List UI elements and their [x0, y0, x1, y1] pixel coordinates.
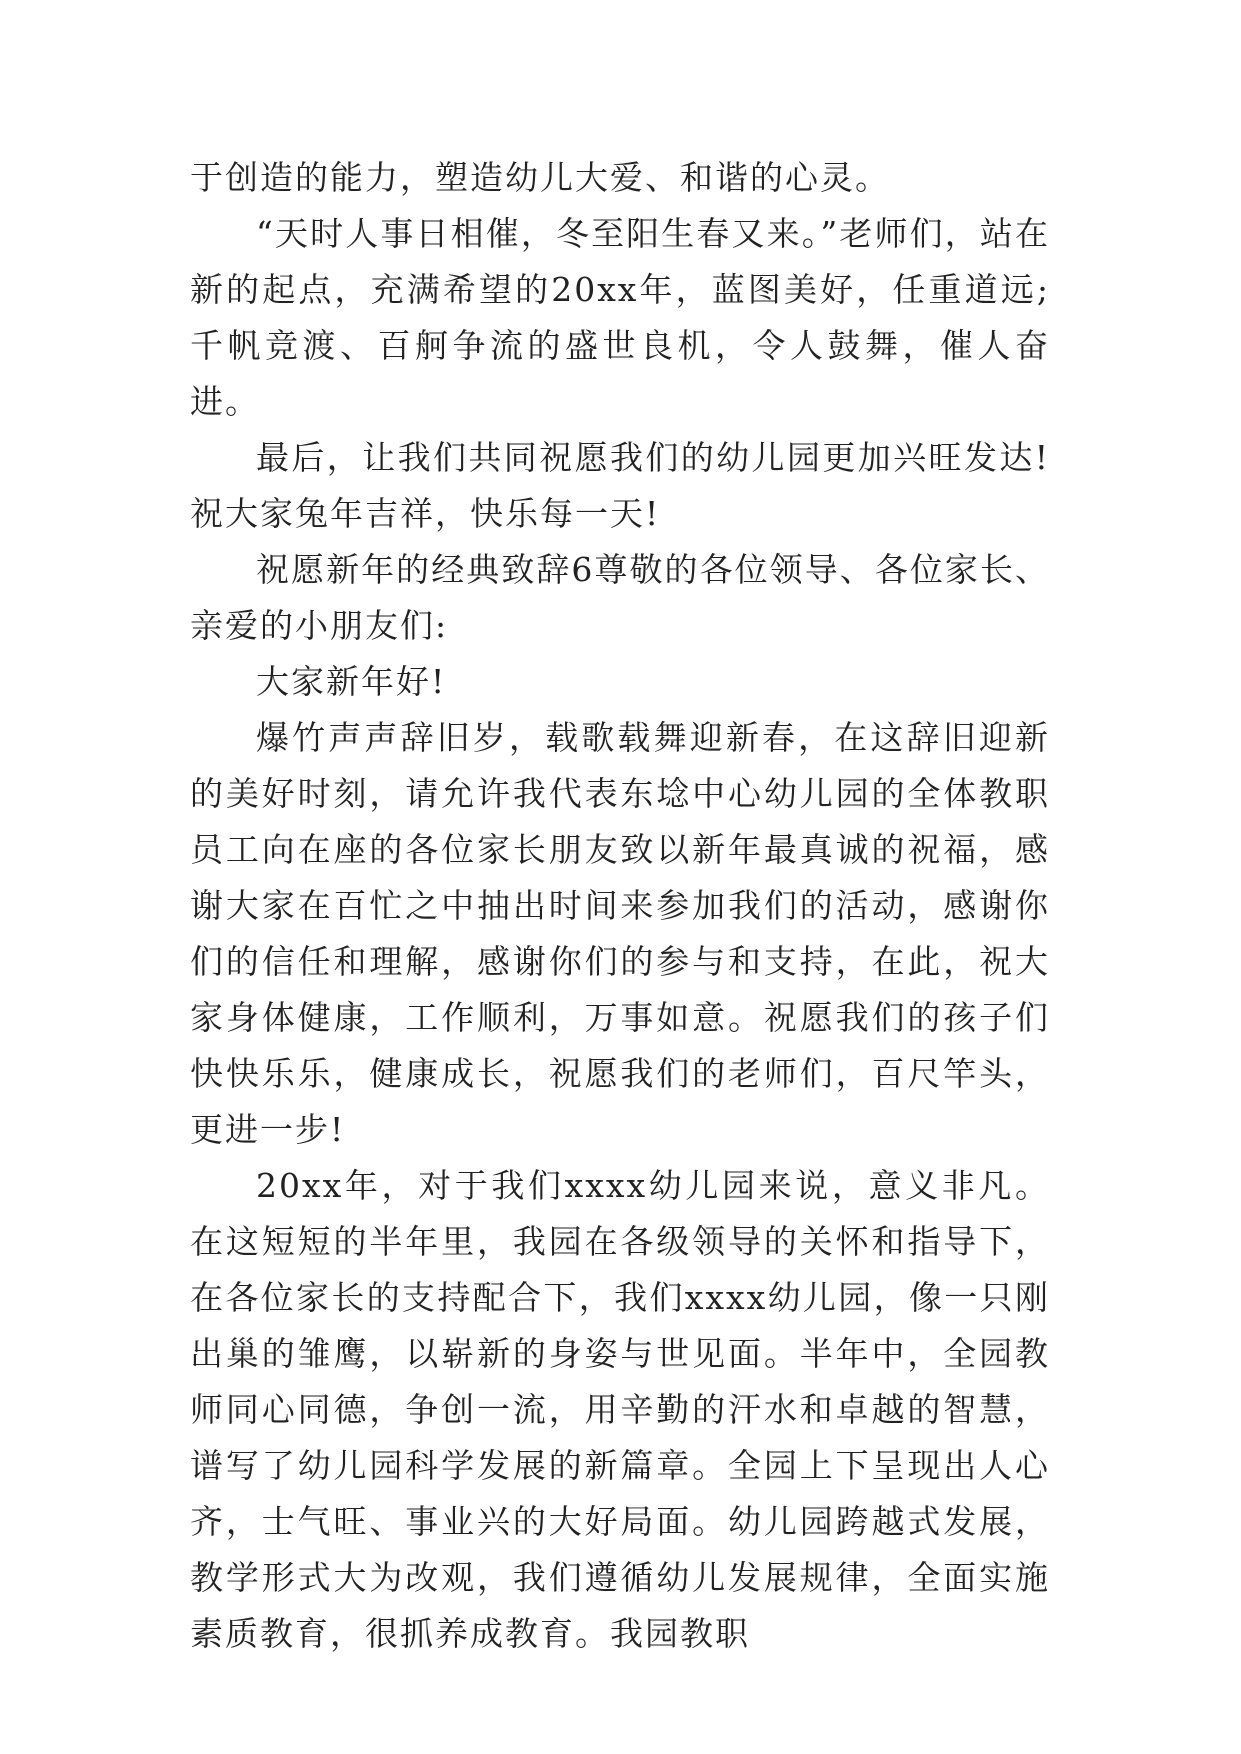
- paragraph-kindergarten-review: 20xx年，对于我们xxxx幼儿园来说，意义非凡。在这短短的半年里，我园在各级领导的关怀和指导下，在各位家长的支持配合下，我们xxxx幼儿园，像一只刚出巢的雏鹰，以崭新的身姿与世见面。半年中，全园教师同心同德，争创一流，用辛勤的汗水和卓越的智慧，谱写了幼儿园科学发展的新篇章。全园上下呈现出人心齐，士气旺、事业兴的大好局面。幼儿园跨越式发展，教学形式大为改观，我们遵循幼儿发展规律，全面实施素质教育，很抓养成教育。我园教职: [190, 1166, 1050, 1653]
- document-body: [190, 150, 1050, 1662]
- paragraph-greeting: 大家新年好!: [256, 662, 447, 701]
- paragraph-closing-wish: 最后，让我们共同祝愿我们的幼儿园更加兴旺发达!祝大家兔年吉祥，快乐每一天!: [190, 438, 1050, 533]
- paragraph-quote: “天时人事日相催，冬至阳生春又来。”老师们，站在新的起点，充满希望的20xx年，蓝图美好，任重道远;千帆竞渡、百舸争流的盛世良机，令人鼓舞，催人奋进。: [190, 214, 1050, 421]
- paragraph-blessing: 爆竹声声辞旧岁，载歌载舞迎新春，在这辞旧迎新的美好时刻，请允许我代表东埝中心幼儿园的全体教职员工向在座的各位家长朋友致以新年最真诚的祝福，感谢大家在百忙之中抽出时间来参加我们的活动，感谢你们的信任和理解，感谢你们的参与和支持，在此，祝大家身体健康，工作顺利，万事如意。祝愿我们的孩子们快快乐乐，健康成长，祝愿我们的老师们，百尺竿头，更进一步!: [190, 718, 1050, 1149]
- paragraph-continuation: 于创造的能力，塑造幼儿大爱、和谐的心灵。: [190, 158, 890, 197]
- paragraph-speech-heading: 祝愿新年的经典致辞6尊敬的各位领导、各位家长、亲爱的小朋友们:: [190, 550, 1050, 645]
